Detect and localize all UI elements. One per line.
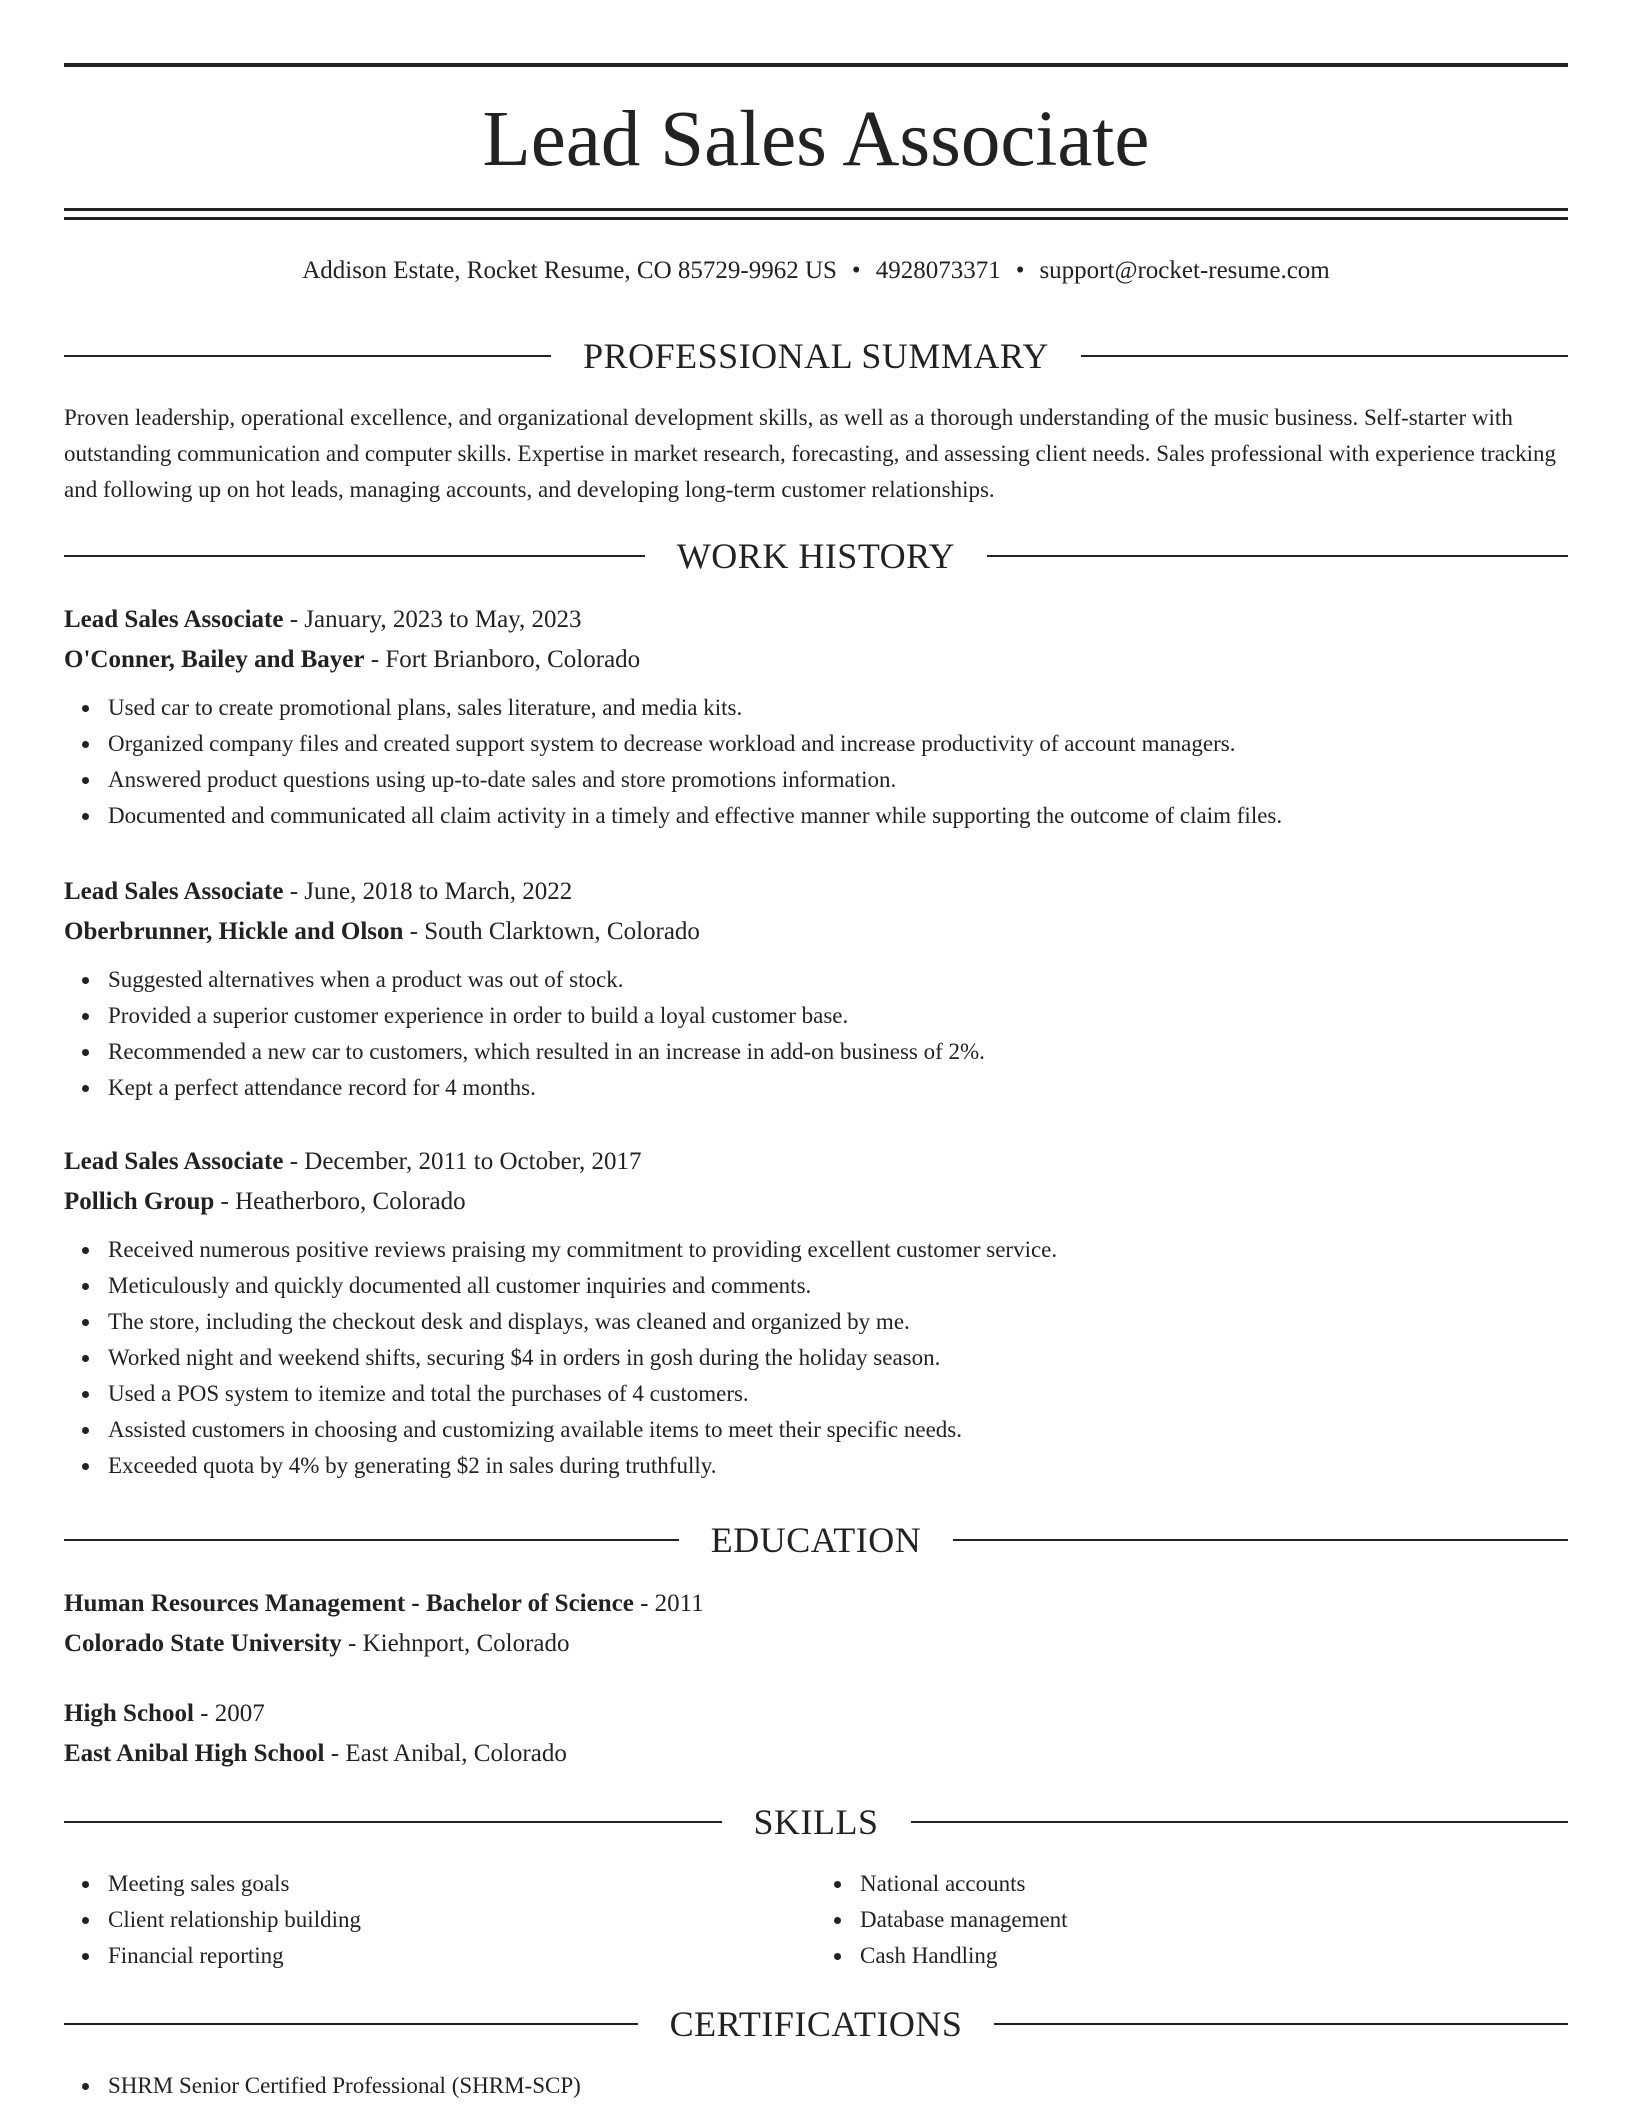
section-heading-work <box>64 534 1568 578</box>
list-item: Documented and communicated all claim activity in a timely and effective manner while supporting the outcome of claim files. <box>108 798 1568 834</box>
grad-year: - 2011 <box>633 1590 704 1617</box>
contact-phone: 4928073371 <box>875 257 1001 284</box>
list-item: Worked night and weekend shifts, securing $4 in orders in gosh during the holiday season. <box>108 1340 1568 1376</box>
job-company: O'Conner, Bailey and Bayer <box>64 646 365 673</box>
skill-item: National accounts <box>860 1866 1568 1902</box>
grad-year: - 2007 <box>193 1700 265 1727</box>
list-item: Used car to create promotional plans, sales literature, and media kits. <box>108 690 1568 726</box>
job-entry <box>64 600 1568 834</box>
degree: High School <box>64 1700 194 1727</box>
contact-address: Addison Estate, Rocket Resume, CO 85729-9962 US <box>302 257 837 284</box>
heading-rule <box>994 2023 1568 2025</box>
list-item: Organized company files and created support system to decrease workload and increase productivity of account managers. <box>108 726 1568 762</box>
certifications-block <box>64 2068 1568 2104</box>
skill-item: Meeting sales goals <box>108 1866 816 1902</box>
job-title: Lead Sales Associate <box>64 1148 284 1175</box>
heading-rule <box>911 1821 1569 1823</box>
heading-rule <box>1081 355 1568 357</box>
list-item: Kept a perfect attendance record for 4 months. <box>108 1070 1568 1106</box>
section-title: EDUCATION <box>710 1520 922 1560</box>
section-title: WORK HISTORY <box>676 536 956 576</box>
section-title: SKILLS <box>753 1802 879 1842</box>
job-bullets <box>64 1232 1568 1484</box>
job-bullets <box>64 690 1568 834</box>
job-title: Lead Sales Associate <box>64 878 284 905</box>
heading-rule <box>64 1539 679 1541</box>
skill-item: Database management <box>860 1902 1568 1938</box>
heading-rule <box>64 355 551 357</box>
job-location: - South Clarktown, Colorado <box>403 918 700 945</box>
section-title: PROFESSIONAL SUMMARY <box>583 336 1049 376</box>
section-title: CERTIFICATIONS <box>669 2004 963 2044</box>
school-location: - Kiehnport, Colorado <box>341 1630 570 1657</box>
job-bullets <box>64 962 1568 1106</box>
contact-email: support@rocket-resume.com <box>1039 257 1330 284</box>
certifications-list <box>64 2068 1568 2104</box>
job-company: Pollich Group <box>64 1188 215 1215</box>
job-dates: - June, 2018 to March, 2022 <box>283 878 573 905</box>
skills-columns <box>64 1866 1568 1974</box>
section-heading-skills <box>64 1800 1568 1844</box>
school-name: East Anibal High School <box>64 1740 325 1767</box>
job-dates: - January, 2023 to May, 2023 <box>283 606 582 633</box>
list-item: Suggested alternatives when a product was out of stock. <box>108 962 1568 998</box>
contact-separator: • <box>1015 257 1025 284</box>
job-location: - Fort Brianboro, Colorado <box>364 646 641 673</box>
skills-list-right <box>816 1866 1568 1974</box>
job-location: - Heatherboro, Colorado <box>214 1188 466 1215</box>
list-item: The store, including the checkout desk and displays, was cleaned and organized by me. <box>108 1304 1568 1340</box>
job-title: Lead Sales Associate <box>64 606 284 633</box>
contact-line <box>64 255 1568 287</box>
list-item: Used a POS system to itemize and total the purchases of 4 customers. <box>108 1376 1568 1412</box>
title-double-rule <box>64 208 1568 220</box>
list-item: Assisted customers in choosing and customizing available items to meet their specific needs. <box>108 1412 1568 1448</box>
section-heading-certifications <box>64 2002 1568 2046</box>
heading-rule <box>64 555 645 557</box>
school-location: - East Anibal, Colorado <box>324 1740 567 1767</box>
list-item: Answered product questions using up-to-date sales and store promotions information. <box>108 762 1568 798</box>
job-company: Oberbrunner, Hickle and Olson <box>64 918 404 945</box>
section-heading-summary <box>64 334 1568 378</box>
skill-item: Cash Handling <box>860 1938 1568 1974</box>
heading-rule <box>64 2023 638 2025</box>
degree: Human Resources Management - Bachelor of Science <box>64 1590 634 1617</box>
list-item: Received numerous positive reviews praising my commitment to providing excellent customer service. <box>108 1232 1568 1268</box>
heading-rule <box>953 1539 1568 1541</box>
skill-item: Client relationship building <box>108 1902 816 1938</box>
certification-item: SHRM Senior Certified Professional (SHRM-SCP) <box>108 2068 1568 2104</box>
summary-text: Proven leadership, operational excellence, and organizational development skills, as well as a thorough understanding of the music business. Self-starter with outstanding communication and computer skills. Expertise in market research, forecasting, and assessing client needs. Sales professional with experience tracking and following up on hot leads, managing accounts, and developing long-term customer relationships. <box>64 405 1557 502</box>
list-item: Exceeded quota by 4% by generating $2 in sales during truthfully. <box>108 1448 1568 1484</box>
resume-title: Lead Sales Associate <box>482 96 1150 183</box>
job-entry <box>64 872 1568 1106</box>
education-entry <box>64 1694 1568 1774</box>
skills-list-left <box>64 1866 816 1974</box>
heading-rule <box>987 555 1568 557</box>
list-item: Recommended a new car to customers, which resulted in an increase in add-on business of 2%. <box>108 1034 1568 1070</box>
section-heading-education <box>64 1518 1568 1562</box>
heading-rule <box>64 1821 722 1823</box>
list-item: Meticulously and quickly documented all customer inquiries and comments. <box>108 1268 1568 1304</box>
school-name: Colorado State University <box>64 1630 342 1657</box>
job-entry <box>64 1142 1568 1484</box>
skill-item: Financial reporting <box>108 1938 816 1974</box>
education-entry <box>64 1584 1568 1664</box>
top-rule <box>64 63 1568 67</box>
job-dates: - December, 2011 to October, 2017 <box>283 1148 642 1175</box>
list-item: Provided a superior customer experience in order to build a loyal customer base. <box>108 998 1568 1034</box>
contact-separator: • <box>851 257 861 284</box>
